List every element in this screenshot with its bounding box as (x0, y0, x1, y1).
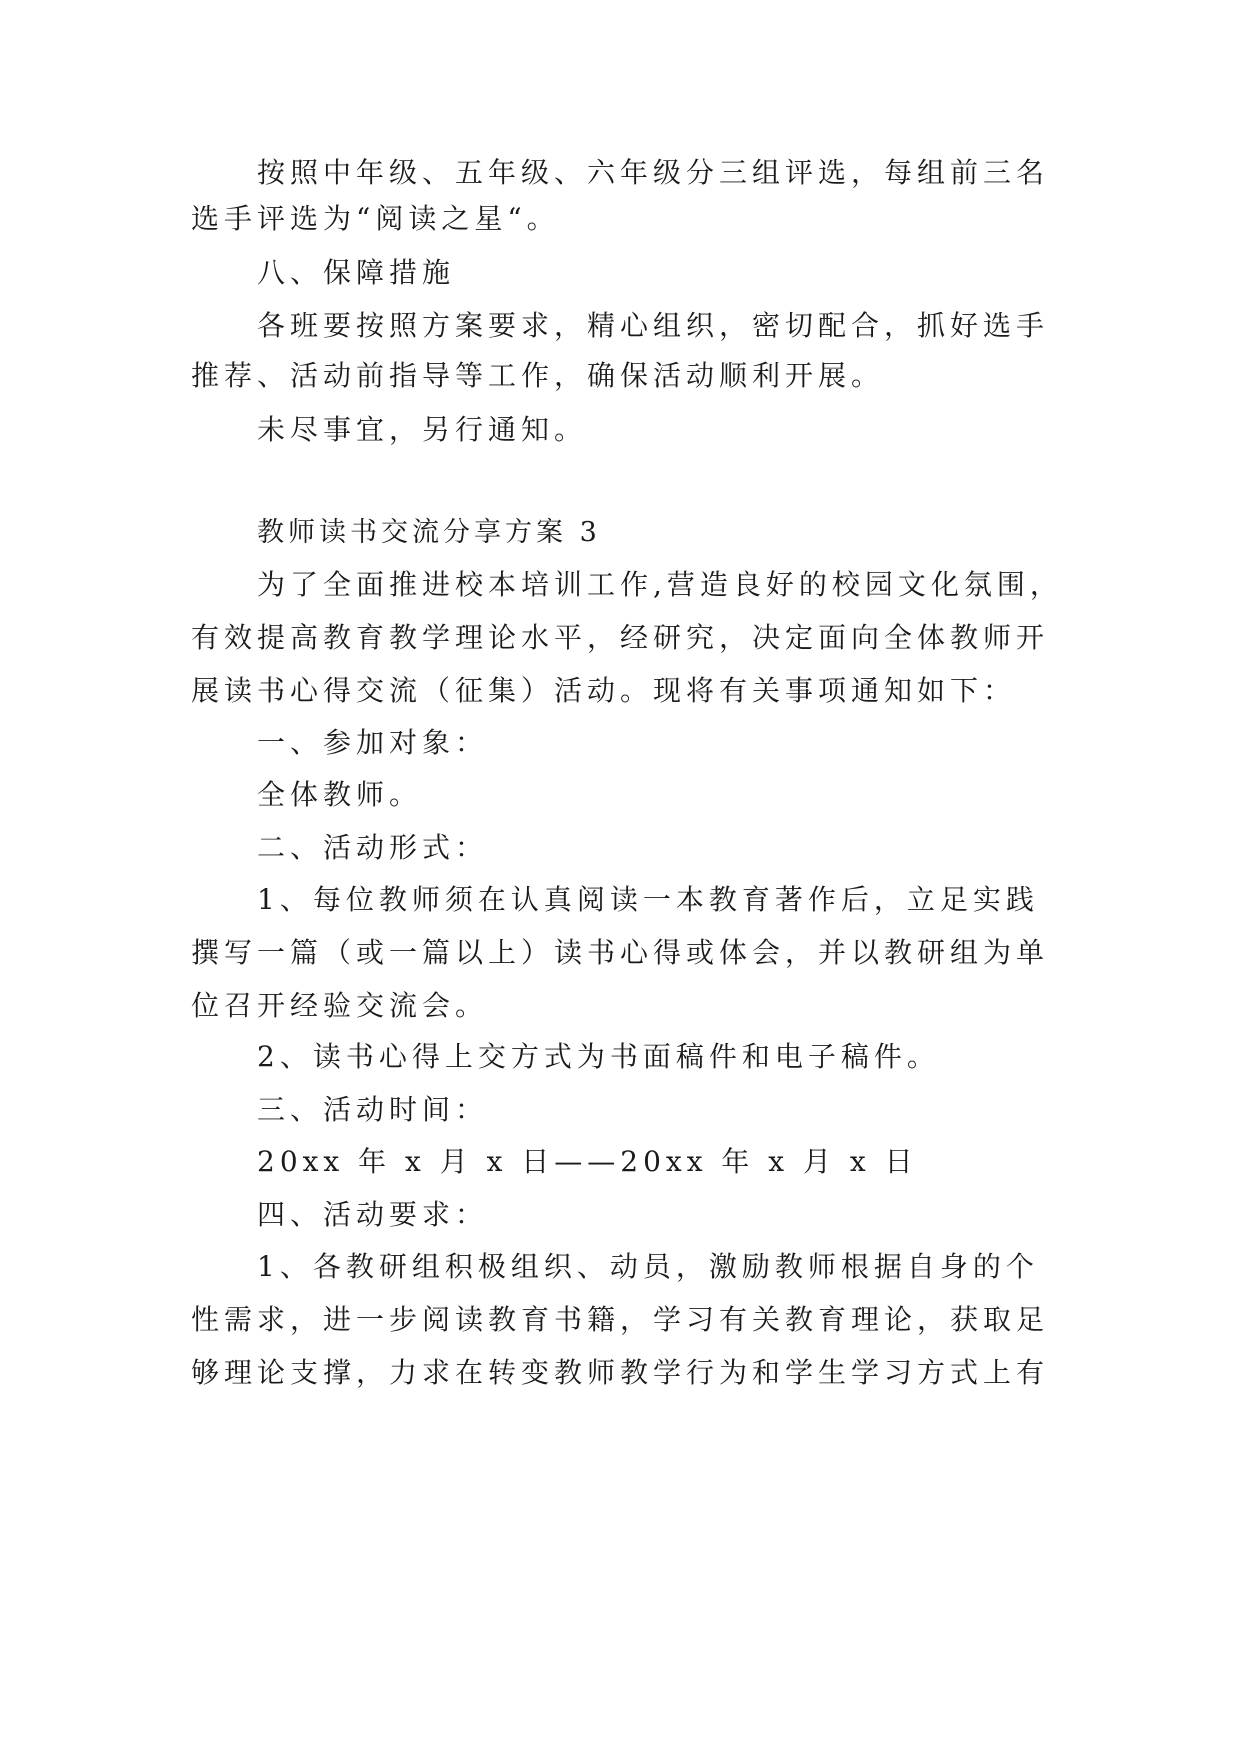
paragraph-line: 有效提高教育教学理论水平，经研究，决定面向全体教师开 (191, 621, 1050, 654)
paragraph-line: 推荐、活动前指导等工作，确保活动顺利开展。 (191, 359, 885, 392)
paragraph-line: 选手评选为“阅读之星“。 (191, 202, 560, 235)
paragraph-line: 为了全面推进校本培训工作,营造良好的校园文化氛围， (257, 568, 1063, 601)
paragraph-line: 1、各教研组积极组织、动员，激励教师根据自身的个 (257, 1250, 1039, 1283)
section-heading: 二、活动形式： (257, 831, 489, 864)
paragraph-line: 20xx 年 x 月 x 日——20xx 年 x 月 x 日 (257, 1145, 918, 1178)
paragraph-line: 未尽事宜，另行通知。 (257, 413, 588, 446)
paragraph-line: 按照中年级、五年级、六年级分三组评选，每组前三名 (257, 156, 1050, 189)
paragraph-line: 2、读书心得上交方式为书面稿件和电子稿件。 (257, 1040, 940, 1073)
paragraph-line: 各班要按照方案要求，精心组织，密切配合，抓好选手 (257, 309, 1050, 342)
paragraph-line: 撰写一篇（或一篇以上）读书心得或体会，并以教研组为单 (191, 936, 1050, 969)
section-heading: 三、活动时间： (257, 1093, 489, 1126)
paragraph-line: 够理论支撑，力求在转变教师教学行为和学生学习方式上有 (191, 1356, 1050, 1389)
paragraph-line: 位召开经验交流会。 (191, 989, 489, 1022)
section-heading: 四、活动要求： (257, 1198, 489, 1231)
section-heading: 一、参加对象： (257, 726, 489, 759)
paragraph-line: 全体教师。 (257, 778, 423, 811)
paragraph-line: 性需求，进一步阅读教育书籍，学习有关教育理论，获取足 (191, 1303, 1050, 1336)
paragraph-line: 1、每位教师须在认真阅读一本教育著作后，立足实践 (257, 883, 1039, 916)
section-heading: 八、保障措施 (257, 256, 456, 289)
document-title: 教师读书交流分享方案 3 (257, 517, 601, 548)
paragraph-line: 展读书心得交流（征集）活动。现将有关事项通知如下： (191, 674, 1017, 707)
